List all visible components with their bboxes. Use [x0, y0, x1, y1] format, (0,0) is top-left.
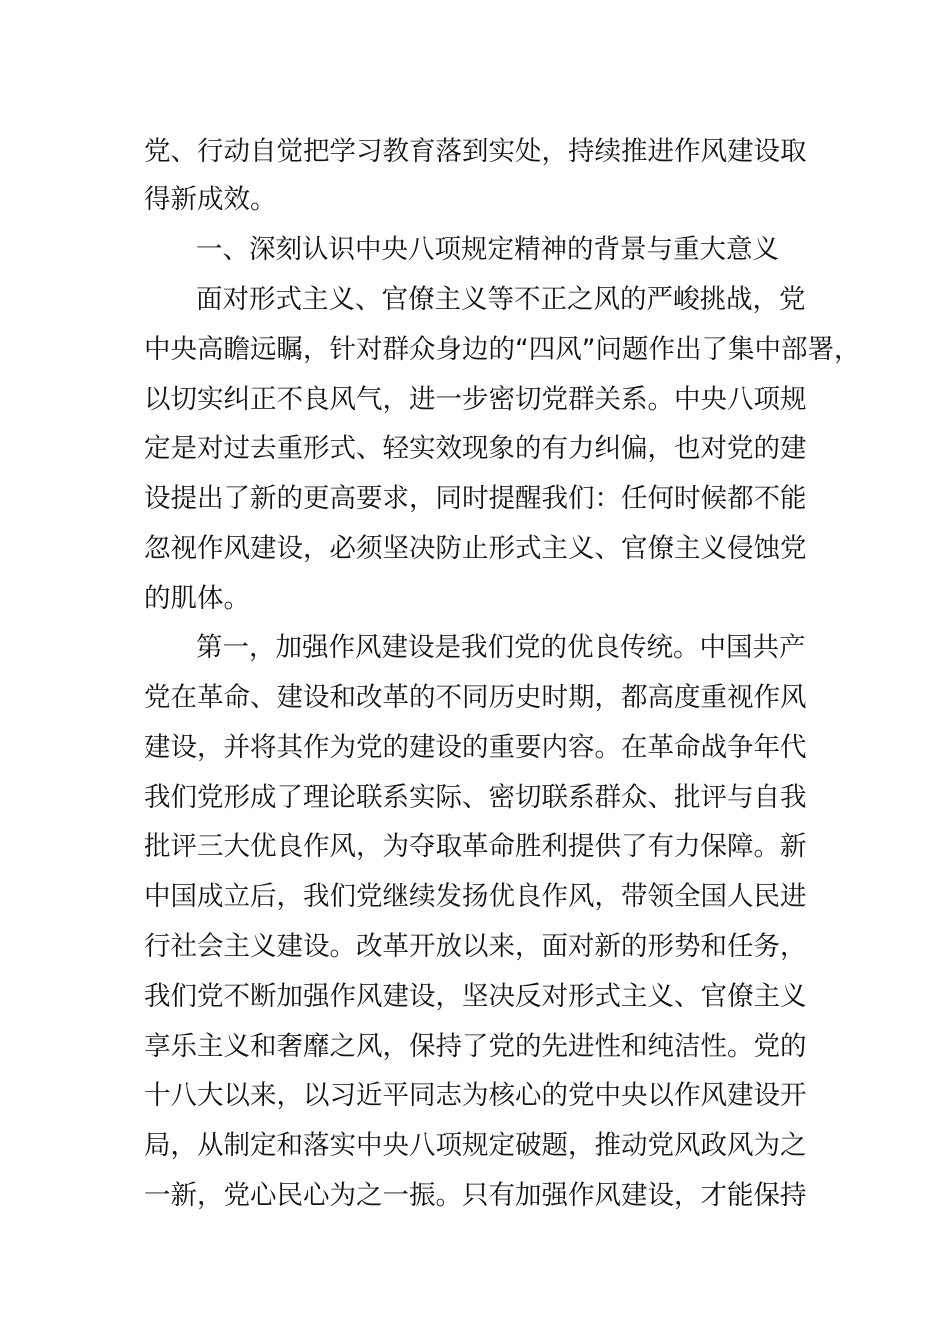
text-line-2: 得新成效。 — [144, 184, 277, 215]
text-line-12: 党在革命、建设和改革的不同历史时期，都高度重视作风 — [144, 682, 807, 713]
text-line-15: 批评三大优良作风，为夺取革命胜利提供了有力保障。新 — [144, 831, 807, 862]
text-line-16: 中国成立后，我们党继续发扬优良作风，带领全国人民进 — [144, 881, 807, 912]
text-line-13: 建设，并将其作为党的建设的重要内容。在革命战争年代 — [144, 732, 807, 763]
text-line-18: 我们党不断加强作风建设，坚决反对形式主义、官僚主义 — [144, 981, 807, 1012]
section-heading: 一、深刻认识中央八项规定精神的背景与重大意义 — [196, 234, 779, 265]
text-line-7: 定是对过去重形式、轻实效现象的有力纠偏，也对党的建 — [144, 433, 807, 464]
text-line-14: 我们党形成了理论联系实际、密切联系群众、批评与自我 — [144, 782, 807, 813]
text-line-17: 行社会主义建设。改革开放以来，面对新的形势和任务， — [144, 931, 807, 962]
text-line-21: 局，从制定和落实中央八项规定破题，推动党风政风为之 — [144, 1130, 807, 1161]
text-line-9: 忽视作风建设，必须坚决防止形式主义、官僚主义侵蚀党 — [144, 533, 807, 564]
text-line-4: 面对形式主义、官僚主义等不正之风的严峻挑战，党 — [196, 284, 806, 315]
text-line-22: 一新，党心民心为之一振。只有加强作风建设，才能保持 — [144, 1180, 807, 1211]
text-line-8: 设提出了新的更高要求，同时提醒我们：任何时候都不能 — [144, 483, 807, 514]
text-line-11: 第一，加强作风建设是我们党的优良传统。中国共产 — [196, 632, 806, 663]
text-line-6: 以切实纠正不良风气，进一步密切党群关系。中央八项规 — [144, 384, 807, 415]
text-line-5: 中央高瞻远瞩，针对群众身边的“四风”问题作出了集中部署， — [144, 334, 861, 365]
text-line-10: 的肌体。 — [144, 583, 250, 614]
text-line-1: 党、行动自觉把学习教育落到实处，持续推进作风建设取 — [144, 136, 807, 167]
text-line-19: 享乐主义和奢靡之风，保持了党的先进性和纯洁性。党的 — [144, 1031, 807, 1062]
text-line-20: 十八大以来，以习近平同志为核心的党中央以作风建设开 — [144, 1080, 807, 1111]
